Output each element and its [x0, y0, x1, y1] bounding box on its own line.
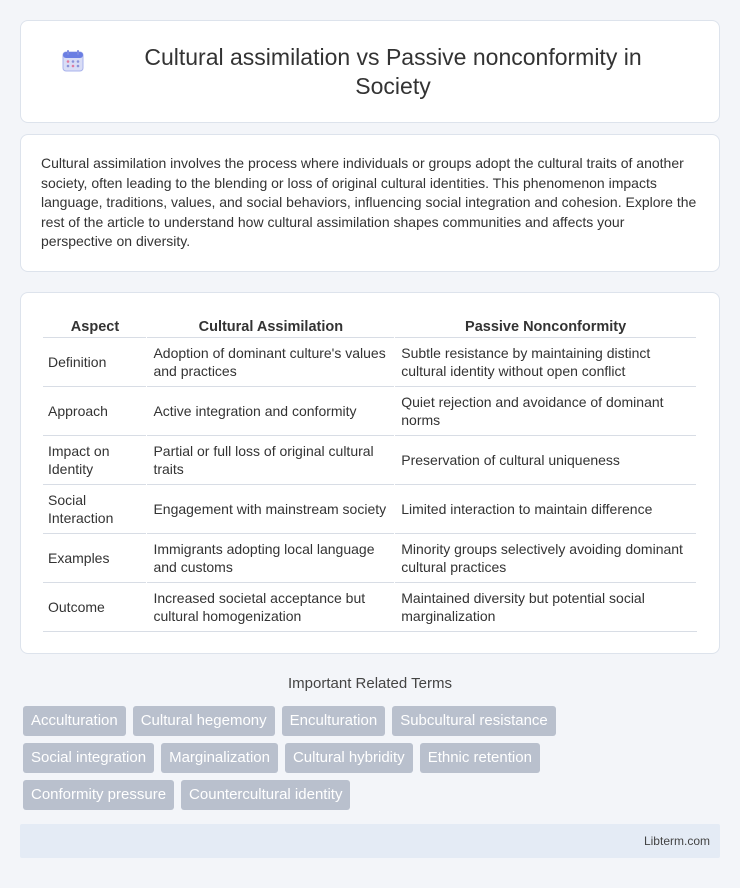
footer-brand[interactable]: Libterm.com	[643, 834, 710, 848]
row-nonconformity: Maintained diversity but potential social marginalization	[395, 582, 697, 631]
title-card	[20, 20, 720, 123]
row-nonconformity: Limited interaction to maintain difference	[395, 484, 697, 533]
row-aspect: Approach	[43, 386, 147, 435]
table-row	[43, 337, 697, 386]
title-wrap	[61, 43, 679, 101]
header-aspect: Aspect	[70, 318, 120, 335]
tag-ethnic-retention[interactable]: Ethnic retention	[420, 743, 540, 773]
row-assimilation: Engagement with mainstream society	[147, 484, 395, 533]
footer	[20, 824, 720, 858]
intro-text: Cultural assimilation involves the process where individuals or groups adopt the cultural traits of another society, often leading to the blending or loss of original cultural identities. This phenomenon impacts language, traditions, values, and social behaviors, influencing social integration and cohesion. Explore the rest of the article to understand how cultural assimilation shapes communities and affects your perspective on diversity.	[41, 155, 697, 249]
row-nonconformity: Minority groups selectively avoiding dominant cultural practices	[395, 533, 697, 582]
tag-marginalization[interactable]: Marginalization	[161, 743, 278, 773]
row-assimilation: Immigrants adopting local language and customs	[147, 533, 395, 582]
tag-cultural-hybridity[interactable]: Cultural hybridity	[285, 743, 413, 773]
table-row	[43, 435, 697, 484]
row-assimilation: Increased societal acceptance but cultural homogenization	[147, 582, 395, 631]
tag-row	[23, 780, 723, 810]
calendar-icon	[61, 49, 85, 73]
row-nonconformity: Preservation of cultural uniqueness	[395, 435, 697, 484]
table-row	[43, 533, 697, 582]
tag-subcultural-resistance[interactable]: Subcultural resistance	[392, 706, 556, 736]
comparison-table	[43, 313, 697, 632]
comparison-card	[20, 292, 720, 654]
header-passive-nonconformity: Passive Nonconformity	[465, 318, 627, 335]
row-assimilation: Partial or full loss of original cultural traits	[147, 435, 395, 484]
intro-card	[20, 134, 720, 272]
row-nonconformity: Subtle resistance by maintaining distinct cultural identity without open conflict	[395, 337, 697, 386]
tag-conformity-pressure[interactable]: Conformity pressure	[23, 780, 174, 810]
tag-acculturation[interactable]: Acculturation	[23, 706, 126, 736]
row-assimilation: Active integration and conformity	[147, 386, 395, 435]
tag-social-integration[interactable]: Social integration	[23, 743, 154, 773]
row-aspect: Impact on Identity	[43, 435, 147, 484]
row-aspect: Outcome	[43, 582, 147, 631]
row-aspect: Examples	[43, 533, 147, 582]
tag-row	[23, 743, 723, 773]
tag-enculturation[interactable]: Enculturation	[282, 706, 386, 736]
header-cultural-assimilation: Cultural Assimilation	[198, 318, 344, 335]
page-title: Cultural assimilation vs Passive nonconformity in Society	[144, 43, 642, 99]
row-aspect: Social Interaction	[43, 484, 147, 533]
row-aspect: Definition	[43, 337, 147, 386]
table-row	[43, 386, 697, 435]
tag-countercultural-identity[interactable]: Countercultural identity	[181, 780, 350, 810]
table-row	[43, 582, 697, 631]
row-assimilation: Adoption of dominant culture's values and practices	[147, 337, 395, 386]
tag-row	[23, 706, 723, 736]
tag-cultural-hegemony[interactable]: Cultural hegemony	[133, 706, 275, 736]
table-row	[43, 484, 697, 533]
table-header-row	[43, 313, 697, 337]
row-nonconformity: Quiet rejection and avoidance of dominant norms	[395, 386, 697, 435]
related-terms-title: Important Related Terms	[288, 675, 452, 692]
related-terms-list	[23, 706, 723, 817]
